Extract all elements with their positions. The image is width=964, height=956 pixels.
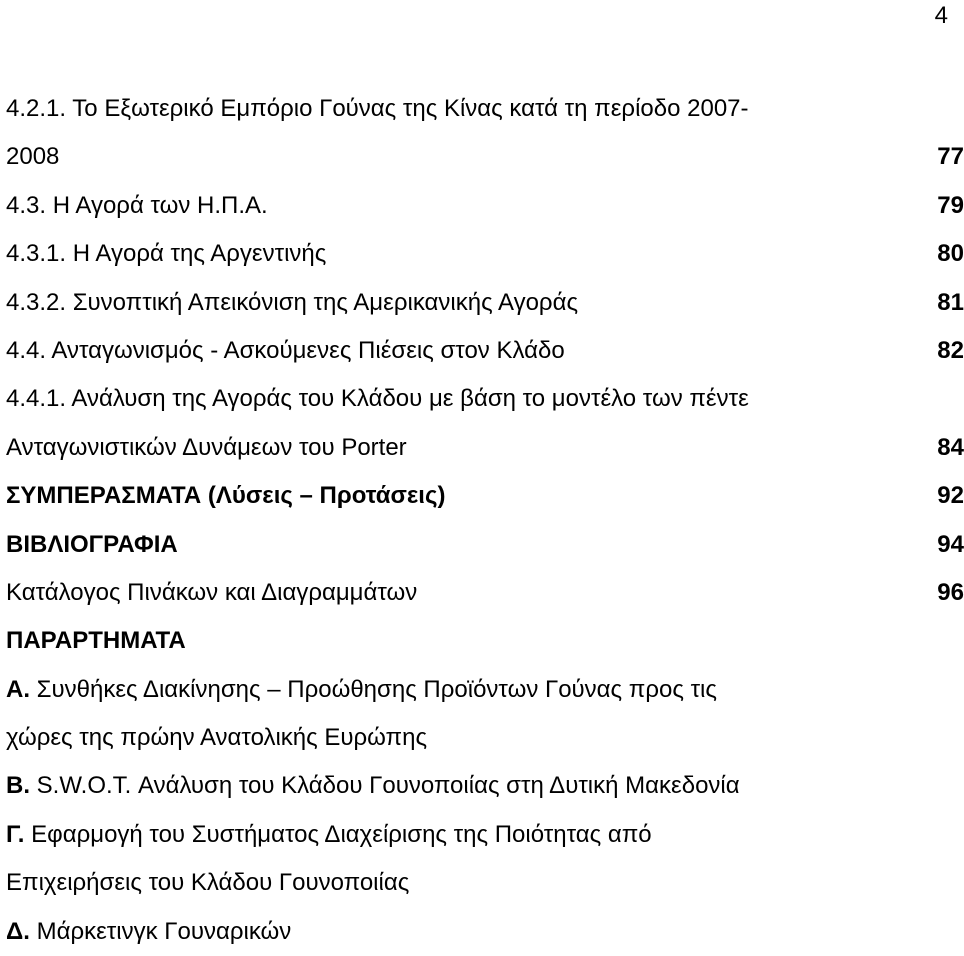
toc-entry	[6, 133, 964, 181]
toc-entry	[6, 666, 964, 714]
toc-entry-text: Ανταγωνιστικών Δυνάμεων του Porter	[6, 433, 407, 461]
toc-entry-text: Εφαρμογή του Συστήματος Διαχείρισης της Ποιότητας από	[24, 820, 652, 848]
toc-entry-title	[6, 627, 186, 654]
toc-entry-page-number: 94	[937, 530, 964, 558]
toc-entry	[6, 859, 964, 907]
toc-entry-bold-label: ΠΑΡΑΡΤΗΜΑΤΑ	[6, 627, 186, 655]
toc-entry-title	[6, 676, 717, 703]
toc-entry-text: 2008	[6, 143, 60, 171]
toc-entry-title	[6, 579, 417, 606]
toc-entry-page-number: 80	[937, 240, 964, 268]
toc-entry-bold-label: Β.	[6, 772, 30, 800]
toc-entry-title	[6, 869, 409, 896]
toc-entry-title	[6, 434, 407, 461]
toc-entry	[6, 424, 964, 472]
toc-entry-text: 4.4.1. Ανάλυση της Αγοράς του Κλάδου με βάση το μοντέλο των πέντε	[6, 385, 749, 413]
toc-entry-page-number: 79	[937, 191, 964, 219]
toc-entry	[6, 85, 964, 133]
toc-entry-page-number: 81	[937, 288, 964, 316]
toc-entry-bold-label: Α.	[6, 675, 30, 703]
toc-entry-text: 4.4. Ανταγωνισμός - Ασκούμενες Πιέσεις στον Κλάδο	[6, 336, 565, 364]
toc-entry	[6, 521, 964, 569]
table-of-contents	[6, 85, 964, 956]
toc-entry-title	[6, 240, 326, 267]
toc-entry-text: 4.2.1. Το Εξωτερικό Εμπόριο Γούνας της Κίνας κατά τη περίοδο 2007-	[6, 95, 749, 122]
toc-entry-title	[6, 95, 749, 122]
toc-entry-bold-label: Γ.	[6, 820, 25, 848]
toc-entry-title	[6, 724, 427, 751]
page-number: 4	[934, 2, 948, 29]
toc-entry-title	[6, 482, 445, 509]
toc-entry	[6, 182, 964, 230]
toc-entry	[6, 279, 964, 327]
toc-entry-bold-label: ΣΥΜΠΕΡΑΣΜΑΤΑ (Λύσεις – Προτάσεις)	[6, 482, 446, 510]
toc-entry-page-number: 96	[937, 578, 964, 606]
toc-entry	[6, 569, 964, 617]
toc-entry	[6, 375, 964, 423]
toc-entry-title	[6, 918, 291, 945]
toc-entry-bold-label: ΒΙΒΛΙΟΓΡΑΦΙΑ	[6, 530, 178, 558]
toc-entry-title	[6, 385, 749, 412]
toc-entry-title	[6, 772, 740, 799]
toc-entry	[6, 472, 964, 520]
toc-entry	[6, 811, 964, 859]
toc-entry-title	[6, 289, 578, 316]
toc-entry	[6, 714, 964, 762]
toc-entry-text: 4.3.1. Η Αγορά της Αργεντινής	[6, 240, 327, 268]
toc-entry-bold-label: Δ.	[6, 917, 30, 945]
toc-entry-page-number: 92	[937, 482, 964, 510]
toc-entry-text: χώρες της πρώην Ανατολικής Ευρώπης	[6, 724, 428, 752]
toc-entry-text: Συνθήκες Διακίνησης – Προώθησης Προϊόντων Γούνας προς τις	[30, 675, 717, 703]
toc-entry	[6, 327, 964, 375]
toc-entry	[6, 230, 964, 278]
toc-entry-text: S.W.O.T. Ανάλυση του Κλάδου Γουνοποιίας στη Δυτική Μακεδονία	[30, 772, 740, 800]
toc-entry-page-number: 82	[937, 336, 964, 364]
toc-entry-text: 4.3.2. Συνοπτική Απεικόνιση της Αμερικανικής Αγοράς	[6, 288, 579, 316]
toc-entry-title	[6, 192, 268, 219]
toc-entry-text: Μάρκετινγκ Γουναρικών	[29, 917, 292, 945]
toc-entry	[6, 908, 964, 956]
toc-entry-title	[6, 531, 178, 558]
toc-entry-text: Επιχειρήσεις του Κλάδου Γουνοποιίας	[6, 869, 410, 897]
toc-entry	[6, 617, 964, 665]
toc-entry	[6, 762, 964, 810]
toc-entry-title	[6, 821, 652, 848]
toc-entry-text: 4.3. Η Αγορά των Η.Π.Α.	[6, 191, 268, 219]
toc-entry-text: Κατάλογος Πινάκων και Διαγραμμάτων	[6, 578, 418, 606]
toc-entry-page-number: 77	[937, 143, 964, 171]
toc-entry-title	[6, 337, 565, 364]
toc-entry-title	[6, 143, 59, 170]
toc-entry-page-number: 84	[937, 433, 964, 461]
